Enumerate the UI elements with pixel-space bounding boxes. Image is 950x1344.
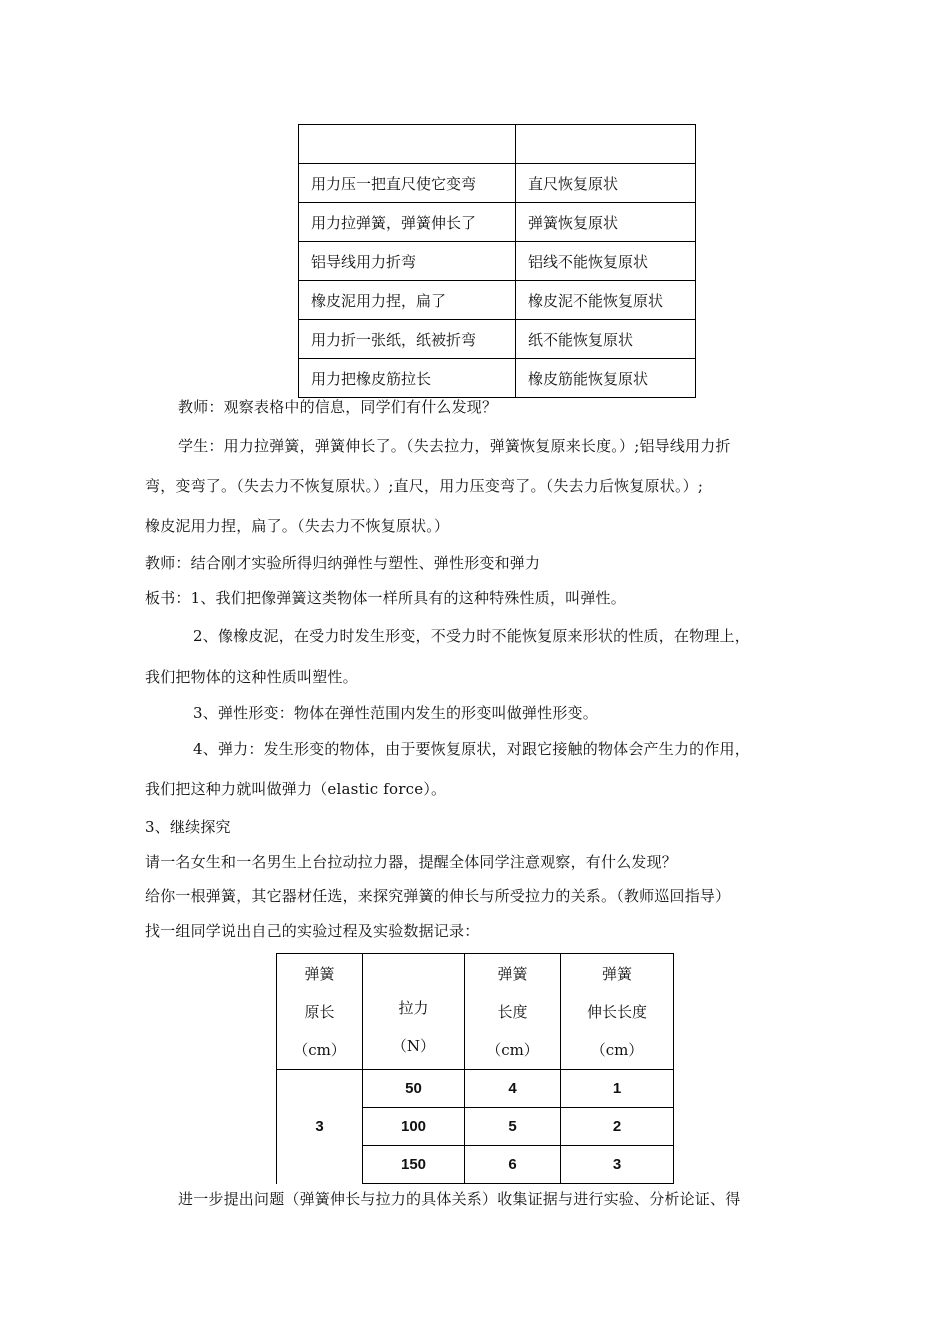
force-value: 100 [363,1108,465,1146]
original-length-value: 3 [277,1070,363,1184]
table-row [299,125,696,164]
table-row [299,203,696,242]
deformation-table [298,124,696,398]
extension-value: 1 [561,1070,674,1108]
paragraph-task: 给你一根弹簧，其它器材任选，来探究弹簧的伸长与所受拉力的关系。（教师巡回指导） [145,887,731,905]
paragraph-further-question: 进一步提出问题（弹簧伸长与拉力的具体关系）收集证据与进行实验、分析论证、得 [178,1190,741,1208]
table-row [277,1070,674,1108]
paragraph-teacher-question: 教师：观察表格中的信息，同学们有什么发现？ [178,398,498,416]
paragraph-board-3: 3、弹性形变：物体在弹性范围内发生的形变叫做弹性形变。 [193,704,598,722]
header-line: 原长 [304,1002,335,1021]
table-cell: 铝线不能恢复原状 [516,242,696,281]
header-original-length [277,954,363,1070]
table-row [299,164,696,203]
section-heading: 3、继续探究 [145,818,231,836]
paragraph-board-1: 板书：1、我们把像弹簧这类物体一样所具有的这种特殊性质，叫弹性。 [145,589,626,607]
header-line: 伸长长度 [586,1002,647,1021]
header-line: 拉力 [398,998,429,1017]
paragraph-board-2b: 我们把物体的这种性质叫塑性。 [145,668,358,686]
header-spring-length [465,954,561,1070]
paragraph-board-4b: 我们把这种力就叫做弹力（elastic force）。 [145,780,447,798]
header-line: 弹簧 [304,964,335,983]
extension-value: 2 [561,1108,674,1146]
length-value: 4 [465,1070,561,1108]
paragraph-student-answer-1: 学生：用力拉弹簧，弹簧伸长了。（失去拉力，弹簧恢复原来长度。）;铝导线用力折 [178,437,731,455]
table-cell: 用力拉弹簧，弹簧伸长了 [299,203,516,242]
spring-data-table [276,953,674,1184]
force-value: 150 [363,1146,465,1184]
table-cell: 用力折一张纸，纸被折弯 [299,320,516,359]
header-line: （cm） [293,1040,346,1059]
paragraph-activity: 请一名女生和一名男生上台拉动拉力器，提醒全体同学注意观察，有什么发现？ [145,853,678,871]
paragraph-record-intro: 找一组同学说出自己的实验过程及实验数据记录： [145,922,480,940]
force-value: 50 [363,1070,465,1108]
table-cell: 直尺恢复原状 [516,164,696,203]
length-value: 6 [465,1146,561,1184]
header-line: （cm） [590,1040,644,1059]
length-value: 5 [465,1108,561,1146]
header-line: （N） [391,1036,436,1055]
table-cell: 用力压一把直尺使它变弯 [299,164,516,203]
header-line: 长度 [497,1002,528,1021]
table-cell: 铝导线用力折弯 [299,242,516,281]
header-line: 弹簧 [601,964,632,983]
extension-value: 3 [561,1146,674,1184]
table-row [299,320,696,359]
table-cell: 橡皮泥不能恢复原状 [516,281,696,320]
paragraph-board-4a: 4、弹力：发生形变的物体，由于要恢复原状，对跟它接触的物体会产生力的作用， [193,740,750,758]
header-line: （cm） [486,1040,539,1059]
header-force [363,954,465,1070]
table-cell: 纸不能恢复原状 [516,320,696,359]
paragraph-teacher-summary: 教师：结合刚才实验所得归纳弹性与塑性、弹性形变和弹力 [145,554,541,572]
table-row [299,281,696,320]
table-cell: 弹簧恢复原状 [516,203,696,242]
table-cell: 用力把橡皮筋拉长 [299,359,516,398]
paragraph-student-answer-2: 弯，变弯了。（失去力不恢复原状。）;直尺，用力压变弯了。（失去力后恢复原状。）; [145,477,704,495]
header-line: 弹簧 [497,964,528,983]
paragraph-board-2a: 2、像橡皮泥，在受力时发生形变，不受力时不能恢复原来形状的性质，在物理上， [193,627,750,645]
paragraph-student-answer-3: 橡皮泥用力捏，扁了。（失去力不恢复原状。） [145,517,450,535]
table-row [299,359,696,398]
table-cell: 橡皮筋能恢复原状 [516,359,696,398]
table-header-row [277,954,674,1070]
table-cell [299,125,516,164]
table-cell [516,125,696,164]
table-cell: 橡皮泥用力捏，扁了 [299,281,516,320]
header-extension [561,954,674,1070]
table-row [299,242,696,281]
